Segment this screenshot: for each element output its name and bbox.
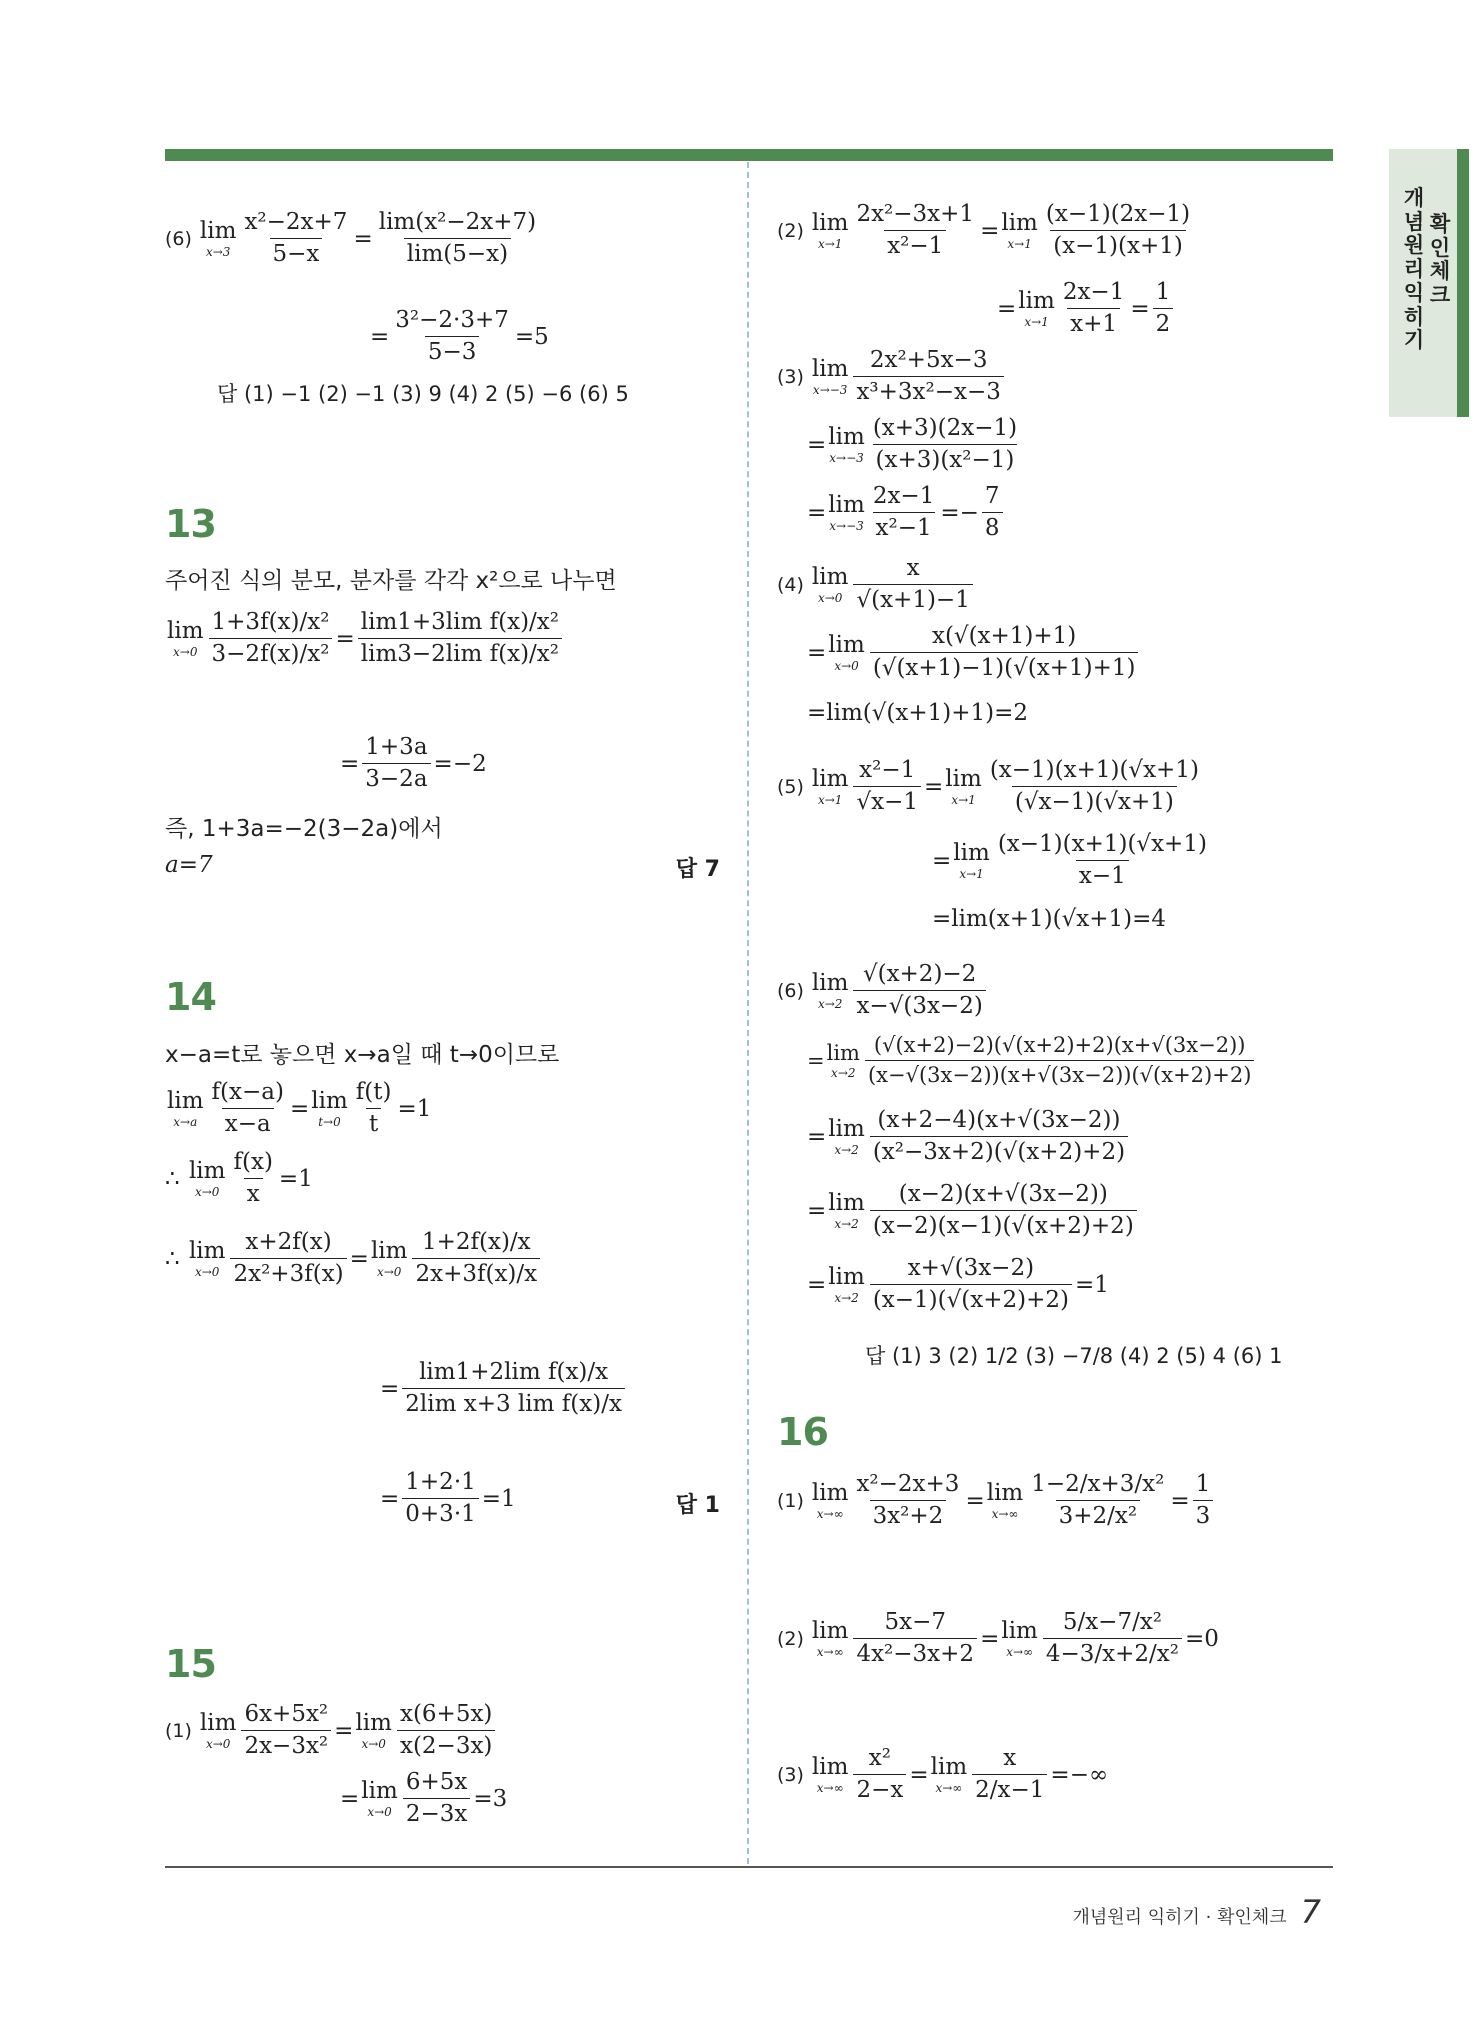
p15-4-line1: (4) lim x→0 $\frac{x}{√(x+1)-1}$ [777,556,976,614]
footer-section-title: 개념원리 익히기 · 확인체크 [1072,1907,1287,1928]
p13-answer: 답 7 [675,857,720,882]
problem-number-13: 13 [165,502,216,546]
p16-2: (2) lim x→∞ $\frac{5x-7}{\text{4x²−3x+2}}$ = lim x→∞ $\frac{\text{5/x−7/x²}}{\text{4−3/x+2/x²}}$ =0 [777,1609,1219,1668]
p15-4-line2: = lim x→0 $\frac{x(√(x+1)+1)}{(√(x+1)-1)(√(x+1)+1)}$ [807,624,1141,682]
p13-line2: = $\frac{1+3a}{3-2a}$ =−2 [340,734,487,793]
page-footer [1072,1893,1321,1931]
p15-2-line2: = lim x→1 $\frac{2x-1}{x+1}$ = $\frac{1}{2}$ [997,280,1176,338]
p12-6-line2: = $\frac{\text{3²−2·3+7}}{5-3}$ =5 [370,307,549,366]
problem-number-16: 16 [777,1410,828,1454]
p16-3: (3) lim x→∞ $\frac{\text{x²}}{2-x}$ = lim x→∞ $\frac{x}{2/x-1}$ =−∞ [777,1745,1109,1804]
p15-3-line1: (3) lim x→−3 $\frac{\text{2x²+5x−3}}{\text{x³+3x²−x−3}}$ [777,348,1007,406]
p15-5-line2: = lim x→1 $\frac{(x-1)(x+1)(√x+1)}{x-1}$ [932,831,1207,890]
problem-number-15: 15 [165,1642,216,1686]
p14-line4: = $\frac{\text{lim1+2lim f(x)/x}}{\text{2lim x+3 lim f(x)/x}}$ [380,1360,628,1418]
problem-number-14: 14 [165,975,216,1019]
p16-1: (1) lim x→∞ $\frac{\text{x²−2x+3}}{\text{3x²+2}}$ = lim x→∞ $\frac{\text{1−2/x+3/x²}}{\text{3+2/x²}}$ = $\frac{1}{3}$ [777,1472,1216,1530]
p15-4-line3: = lim(√(x+1)+1)=2 [807,700,1029,726]
p15-6-line2: = lim x→2 $\frac{(√(x+2)-2)(√(x+2)+2)(x+√(3x-2))}{(x-√(3x-2))(x+√(3x-2))(√(x+2)+2)}$ [807,1034,1257,1087]
p15-6-line5: = lim x→2 $\frac{x+√(3x-2)}{(x-1)(√(x+2)+2)}$ =1 [807,1255,1109,1314]
p15-5-line3: = lim(x+1)(√x+1)=4 [932,906,1167,932]
p13-step: 즉, 1+3a=−2(3−2a)에서 [165,816,443,842]
p14-line3: ∴ lim x→0 $\frac{x+2f(x)}{\text{2x²+3f(x)}}$ = lim x→0 $\frac{1+2f(x)/x}{2x+3f(x)/x}$ [165,1230,543,1288]
p15-5-line1: (5) lim x→1 $\frac{\text{x²−1}}{√x-1}$ = lim x→1 $\frac{(x-1)(x+1)(√x+1)}{(√x-1)(√x+1)}$ [777,757,1199,816]
p13-line1: lim x→0 $\frac{\text{1+3f(x)/x²}}{\text{3−2f(x)/x²}}$ = $\frac{\text{lim1+3lim f(x)/x²}}{\text{lim3−2lim f(x)/x²}}$ [165,610,565,668]
p13-intro: 주어진 식의 분모, 분자를 각각 x²으로 나누면 [165,568,617,594]
column-divider [747,162,749,1864]
p15-3-line3: = lim x→−3 $\frac{2x-1}{\text{x²−1}}$ =− $\frac{7}{8}$ [807,484,1006,542]
p14-line1: lim x→a $\frac{f(x-a)}{x-a}$ = lim t→0 $\frac{f(t)}{t}$ =1 [167,1079,432,1138]
p14-line5: = $\frac{1+2\cdot 1}{0+3\cdot 1}$ =1 [380,1469,516,1528]
p14-line2: ∴ lim x→0 $\frac{f(x)}{x}$ =1 [165,1149,313,1208]
p13-result: a=7 [165,852,213,878]
p15-1-line2: = lim x→0 $\frac{6+5x}{2-3x}$ =3 [340,1769,508,1828]
side-tab-label-1: 개념원리 익히기 [1403,186,1425,353]
p15-6-line4: = lim x→2 $\frac{(x-2)(x+√(3x-2))}{(x-2)(x-1)(√(x+2)+2)}$ [807,1182,1140,1240]
p12-6-line1: (6) lim x→3 $\frac{\text{x²−2x+7}}{5-x}$ = $\frac{\text{lim(x²−2x+7)}}{\lim(5-x)}$ [165,209,537,268]
p15-answer: 답 (1) 3 (2) 1/2 (3) −7/8 (4) 2 (5) 4 (6) 1 [865,1344,1283,1368]
page-number: 7 [1300,1893,1321,1931]
p12-answer: 답 (1) −1 (2) −1 (3) 9 (4) 2 (5) −6 (6) 5 [217,382,629,406]
p15-3-line2: = lim x→−3 $\frac{(x+3)(2x-1)}{\text{(x+3)(x²−1)}}$ [807,415,1018,474]
top-bar [165,149,1333,161]
p14-intro: x−a=t로 놓으면 x→a일 때 t→0이므로 [165,1042,560,1068]
side-tab-label-2: 확인체크 [1429,212,1451,308]
p15-6-line1: (6) lim x→2 $\frac{√(x+2)-2}{x-√(3x-2)}$ [777,962,989,1020]
p15-2-line1: (2) lim x→1 $\frac{\text{2x²−3x+1}}{\text{x²−1}}$ = lim x→1 $\frac{(x-1)(2x-1)}{(x-1)(x+1)}$ [777,201,1191,260]
p15-6-line3: = lim x→2 $\frac{(x+2-4)(x+√(3x-2))}{\text{(x²−3x+2)(√(x+2)+2)}}$ [807,1108,1131,1166]
p15-1-line1: (1) lim x→0 $\frac{\text{6x+5x²}}{\text{2x−3x²}}$ = lim x→0 $\frac{x(6+5x)}{x(2-3x)}$ [165,1702,498,1760]
p14-answer: 답 1 [675,1493,720,1518]
bottom-rule [165,1866,1333,1868]
section-side-tab [1389,149,1469,417]
